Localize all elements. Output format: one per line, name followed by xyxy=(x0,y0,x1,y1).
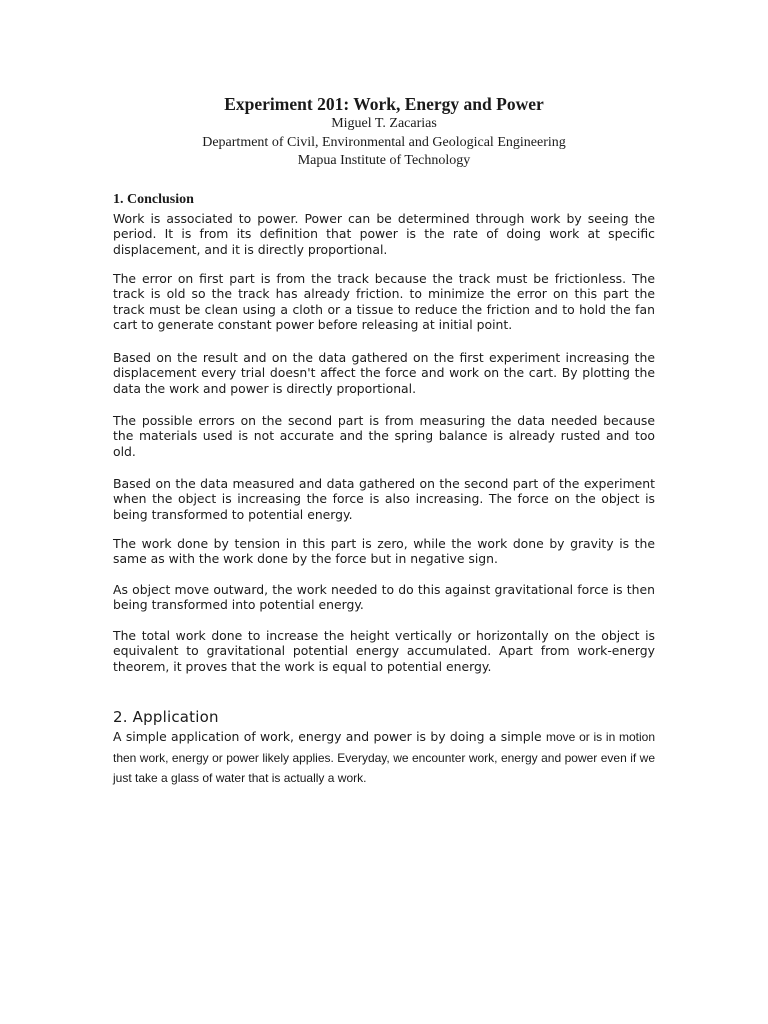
conclusion-paragraph: Based on the result and on the data gathered on the first experiment increasing the displacement every trial doesn't affect the force and work on the cart. By plotting the data the work and power is directly proportional. xyxy=(113,350,655,396)
conclusion-heading: 1. Conclusion xyxy=(113,192,194,207)
document-title: Experiment 201: Work, Energy and Power xyxy=(224,94,544,114)
application-text-part2: move or is in motion then work, energy or power likely applies. Everyday, we encounter work, energy and power even if we just take a glass of water that is actually a work. xyxy=(113,730,655,785)
conclusion-paragraph: The possible errors on the second part is from measuring the data needed because the materials used is not accurate and the spring balance is already rusted and too old. xyxy=(113,413,655,459)
conclusion-paragraph: As object move outward, the work needed to do this against gravitational force is then being transformed into potential energy. xyxy=(113,582,655,613)
conclusion-paragraph: Work is associated to power. Power can be determined through work by seeing the period. It is from its definition that power is the rate of doing work at specific displacement, and it is directly proportional. xyxy=(113,211,655,257)
application-heading: 2. Application xyxy=(113,708,219,726)
institution-name: Mapua Institute of Technology xyxy=(297,153,471,168)
conclusion-paragraph: The error on first part is from the track because the track must be frictionless. The track is old so the track has already friction. to minimize the error on this part the track must be clean using a cloth or a tissue to reduce the friction and to hold the fan cart to generate constant power before releasing at initial point. xyxy=(113,271,655,333)
author-name: Miguel T. Zacarias xyxy=(331,116,437,131)
conclusion-paragraph: The total work done to increase the height vertically or horizontally on the object is equivalent to gravitational potential energy accumulated. Apart from work-energy theorem, it proves that the work is equal to potential energy. xyxy=(113,628,655,674)
application-paragraph xyxy=(113,727,655,789)
application-text-part1: A simple application of work, energy and power is by doing a simple xyxy=(113,729,547,744)
document-header xyxy=(0,93,768,171)
conclusion-paragraph: Based on the data measured and data gathered on the second part of the experiment when the object is increasing the force is also increasing. The force on the object is being transformed to potential energy. xyxy=(113,476,655,522)
conclusion-paragraph: The work done by tension in this part is zero, while the work done by gravity is the same as with the work done by the force but in negative sign. xyxy=(113,536,655,567)
department-name: Department of Civil, Environmental and Geological Engineering xyxy=(202,134,566,150)
